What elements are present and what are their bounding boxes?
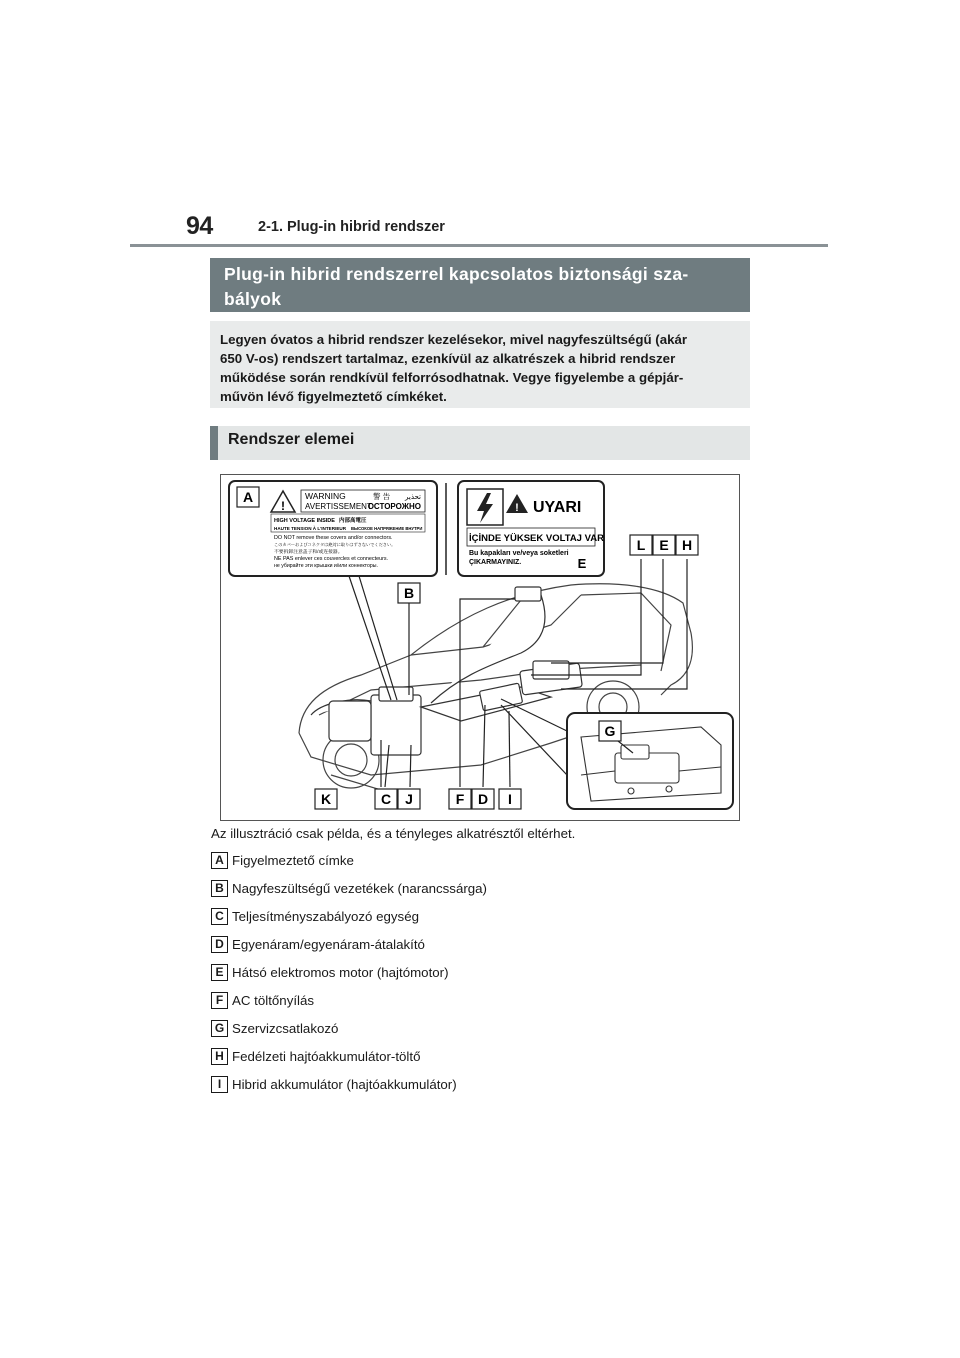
callout-e — [653, 535, 675, 555]
svg-text:!: ! — [281, 499, 285, 513]
legend-letter: B — [211, 880, 228, 897]
hybrid-components — [311, 587, 582, 755]
label-jp-line: このカバーおよびコネクタは絶対に取りはずさないでください。 — [274, 542, 396, 547]
svg-text:B: B — [403, 585, 415, 601]
label-bu-kapaklari: Bu kapakları ve/veya soketleri — [469, 550, 569, 557]
legend-letter: F — [211, 992, 228, 1009]
svg-text:J: J — [405, 791, 413, 807]
legend-text: Figyelmeztető címke — [232, 853, 354, 868]
title-line-2: bályok — [224, 289, 282, 309]
label-vysokoe: ВЫСОКОЕ НАПРЯЖЕНИЕ ВНУТРИ — [351, 526, 423, 531]
callout-j — [398, 789, 420, 809]
legend-text: Hibrid akkumulátor (hajtóakkumulátor) — [232, 1077, 457, 1092]
title-line-1: Plug-in hibrid rendszerrel kapcsolatos biztonsági sza- — [224, 264, 689, 284]
legend-letter: H — [211, 1048, 228, 1065]
svg-text:!: ! — [515, 502, 519, 514]
callout-h — [676, 535, 698, 555]
label-cn-line: 不要拆卸注意盖子和/或连接器。 — [274, 550, 343, 555]
legend-letter: A — [211, 852, 228, 869]
svg-text:A: A — [242, 489, 254, 505]
label-do-not: DO NOT remove these covers and/or connectors. — [274, 535, 393, 541]
legend-text: Egyenáram/egyenáram-átalakító — [232, 937, 425, 952]
header-rule — [130, 244, 828, 247]
legend-letter: D — [211, 936, 228, 953]
svg-text:H: H — [681, 537, 693, 553]
callout-c — [375, 789, 397, 809]
intro-box — [210, 321, 750, 408]
svg-text:C: C — [380, 791, 392, 807]
label-ostorozhno: ОСТОРОЖНО — [367, 502, 421, 511]
intro-line: 650 V-os) rendszert tartalmaz, ezenkívül az alkatrészek a hibrid rendszer — [220, 351, 676, 366]
subheading: Rendszer elemei — [210, 426, 750, 460]
intro-line: működése során rendkívül felforrósodhatnak. Vegye figyelembe a gépjár- — [220, 370, 684, 385]
legend-letter: I — [211, 1076, 228, 1093]
callout-f — [449, 789, 471, 809]
legend-text: Fedélzeti hajtóakkumulátor-töltő — [232, 1049, 421, 1064]
callout-k — [315, 789, 337, 809]
label-haute-tension: HAUTE TENSION À L'INTERIEUR — [274, 526, 347, 531]
label-cikarmayiniz: ÇIKARMAYINIZ. — [469, 559, 522, 566]
legend-letter: G — [211, 1020, 228, 1037]
svg-text:L: L — [636, 537, 646, 553]
legend-text: Hátsó elektromos motor (hajtómotor) — [232, 965, 449, 980]
label-warning: WARNING — [305, 491, 346, 501]
svg-text:E: E — [659, 537, 669, 553]
legend-letter: E — [211, 964, 228, 981]
callout-e-label — [578, 556, 587, 571]
label-high-voltage-jp: 内部高電圧 — [339, 518, 367, 524]
callout-a — [237, 487, 259, 507]
label-avertissement: AVERTISSEMENT — [305, 502, 372, 511]
label-warning-cjk: 警 告 — [373, 492, 391, 501]
figure-illustration — [221, 475, 739, 820]
label-ne-pas: NE PAS enlever ces couvercles et connecteurs. — [274, 556, 389, 562]
legend-text: Szervizcsatlakozó — [232, 1021, 339, 1036]
label-uyari: UYARI — [533, 499, 582, 516]
intro-line: művön lévő figyelmeztető címkéket. — [220, 389, 447, 404]
figure-caption: Az illusztráció csak példa, és a tényleges alkatrésztől eltérhet. — [211, 826, 576, 841]
label-ru-line: не убирайте эти крышки и/или коннекторы. — [274, 563, 378, 569]
svg-text:G: G — [604, 723, 616, 739]
callout-i — [499, 789, 521, 809]
lightning-icon — [467, 489, 503, 525]
callout-l — [630, 535, 652, 555]
label-warning-ar: تحذير — [405, 494, 421, 501]
legend-text: Nagyfeszültségű vezetékek (narancssárga) — [232, 881, 487, 896]
svg-text:K: K — [320, 791, 332, 807]
svg-text:D: D — [477, 791, 489, 807]
title-banner — [210, 258, 750, 312]
callout-d — [472, 789, 494, 809]
legend-text: AC töltőnyílás — [232, 993, 315, 1008]
callout-g — [599, 721, 621, 741]
page-number: 94 — [186, 212, 213, 240]
section-label: 2-1. Plug-in hibrid rendszer — [258, 219, 445, 235]
legend-letter: C — [211, 908, 228, 925]
label-icinde: İÇİNDE YÜKSEK VOLTAJ VAR — [469, 533, 604, 544]
svg-text:F: F — [455, 791, 465, 807]
callout-b — [398, 583, 420, 603]
intro-line: Legyen óvatos a hibrid rendszer kezelésekor, mivel nagyfeszültségű (akár — [220, 332, 688, 347]
svg-text:I: I — [508, 791, 512, 807]
label-high-voltage: HIGH VOLTAGE INSIDE — [274, 518, 335, 524]
system-components-figure — [220, 474, 740, 821]
svg-text:E: E — [577, 556, 587, 571]
legend-text: Teljesítményszabályozó egység — [232, 909, 419, 924]
